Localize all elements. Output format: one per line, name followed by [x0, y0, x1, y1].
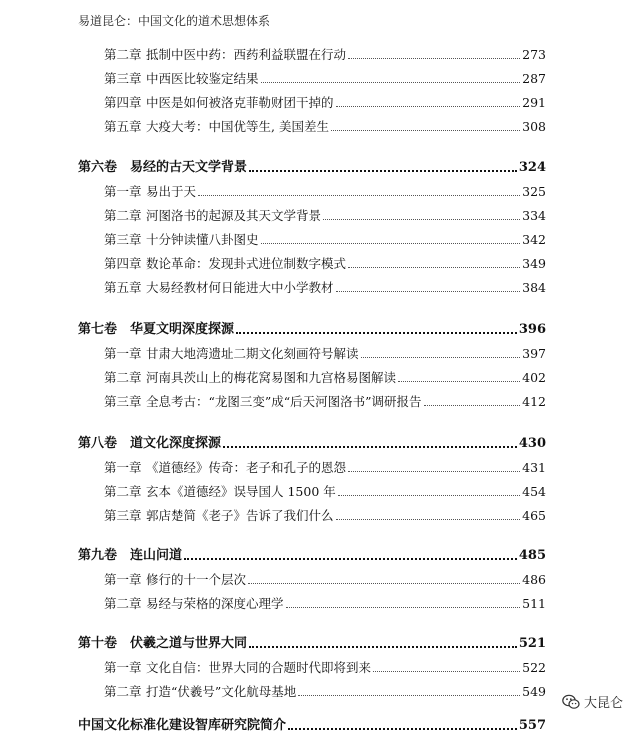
volume-title: 道文化深度探源 — [130, 436, 222, 451]
toc-chapter-row — [104, 592, 546, 612]
page-number: 287 — [522, 71, 546, 86]
toc-chapter-row — [104, 366, 546, 386]
dot-leader — [261, 82, 521, 83]
toc-chapter-row — [104, 342, 546, 362]
chapter-title: 玄本《道德经》误导国人 1500 年 — [146, 484, 336, 499]
chapter-title: 中医是如何被洛克菲勒财团干掉的 — [146, 95, 334, 110]
page-number: 549 — [522, 684, 546, 699]
volume-title: 易经的古天文学背景 — [130, 160, 248, 175]
toc-chapter-row — [104, 504, 546, 524]
chapter-title: 《道德经》传奇：老子和孔子的恩怨 — [146, 460, 347, 475]
dot-leader — [348, 267, 520, 268]
chapter-number: 第一章 — [104, 346, 142, 361]
dot-leader — [424, 405, 521, 406]
dot-leader — [336, 291, 521, 292]
toc-entry-label — [78, 548, 182, 564]
page-number: 465 — [522, 508, 546, 523]
volume-title: 连山问道 — [130, 548, 183, 563]
chapter-number: 第一章 — [104, 572, 142, 587]
dot-leader — [373, 671, 520, 672]
toc-chapter-row — [104, 680, 546, 700]
volume-title: 中国文化标准化建设智库研究院简介 — [78, 718, 287, 733]
page-number: 397 — [522, 346, 546, 361]
toc-entry-label — [104, 232, 259, 248]
toc-entry-label — [104, 660, 371, 676]
toc-entry-label — [104, 596, 284, 612]
toc-chapter-row — [104, 480, 546, 500]
chapter-title: 河图洛书的起源及其天文学背景 — [146, 208, 322, 223]
chapter-title: 大易经教材何日能进大中小学教材 — [146, 280, 334, 295]
page-number: 342 — [522, 232, 546, 247]
dot-leader — [298, 695, 520, 696]
chapter-number: 第二章 — [104, 484, 142, 499]
toc-entry-label — [104, 95, 334, 111]
toc-entry-label — [78, 636, 247, 652]
dot-leader — [348, 471, 520, 472]
toc-entry-label — [78, 322, 234, 338]
toc-entry-label — [104, 508, 334, 524]
page-number: 308 — [522, 119, 546, 134]
page-number: 273 — [522, 47, 546, 62]
volume-number: 第八卷 — [78, 436, 118, 451]
toc-entry-label — [104, 280, 334, 296]
toc-volume-row — [78, 156, 546, 176]
chapter-number: 第二章 — [104, 596, 142, 611]
chapter-title: 文化自信：世界大同的合题时代即将到来 — [146, 660, 372, 675]
chapter-number: 第四章 — [104, 256, 142, 271]
dot-leader — [336, 106, 521, 107]
dot-leader — [261, 243, 521, 244]
chapter-number: 第一章 — [104, 460, 142, 475]
page-number: 291 — [522, 95, 546, 110]
dot-leader — [361, 357, 521, 358]
toc-entry-label — [104, 572, 246, 588]
toc-chapter-row — [104, 115, 546, 135]
chapter-number: 第一章 — [104, 184, 142, 199]
toc-entry-label — [104, 346, 359, 362]
page-number: 430 — [518, 436, 546, 451]
dot-leader — [336, 519, 521, 520]
dot-leader — [184, 558, 517, 560]
chapter-title: 甘肃大地湾遗址二期文化刻画符号解读 — [146, 346, 359, 361]
toc-volume-row — [78, 632, 546, 652]
dot-leader — [249, 646, 517, 648]
page-number: 396 — [518, 322, 546, 337]
dot-leader — [286, 607, 521, 608]
page-number: 521 — [518, 636, 546, 651]
volume-number: 第十卷 — [78, 636, 118, 651]
toc-chapter-row — [104, 276, 546, 296]
page-number: 349 — [522, 256, 546, 271]
chapter-title: 修行的十一个层次 — [146, 572, 247, 587]
toc-chapter-row — [104, 656, 546, 676]
toc-entry-label — [104, 184, 196, 200]
chapter-number: 第二章 — [104, 370, 142, 385]
chapter-number: 第三章 — [104, 508, 142, 523]
page-number: 412 — [522, 394, 546, 409]
toc-chapter-row — [104, 252, 546, 272]
page-number: 334 — [522, 208, 546, 223]
toc-volume-row — [78, 714, 546, 734]
dot-leader — [288, 728, 517, 730]
dot-leader — [248, 583, 520, 584]
chapter-title: 抵制中医中药：西药利益联盟在行动 — [146, 47, 347, 62]
toc-entry-label — [104, 370, 396, 386]
watermark-text: 大昆仑 — [583, 696, 623, 711]
dot-leader — [223, 446, 517, 448]
toc-entry-label — [78, 436, 221, 452]
volume-number: 第七卷 — [78, 322, 118, 337]
volume-title: 华夏文明深度探源 — [130, 322, 235, 337]
chapter-title: 数论革命：发现卦式进位制数字模式 — [146, 256, 347, 271]
page-number: 511 — [522, 596, 546, 611]
chapter-title: 十分钟读懂八卦图史 — [146, 232, 259, 247]
chapter-title: 河南具茨山上的梅花窝易图和九宫格易图解读 — [146, 370, 397, 385]
chapter-title: 易出于天 — [146, 184, 197, 199]
chapter-title: 易经与荣格的深度心理学 — [146, 596, 284, 611]
chapter-title: 大疫大考：中国优等生, 美国差生 — [146, 119, 329, 134]
chapter-title: 全息考古：“龙图三变”成“后天河图洛书”调研报告 — [146, 394, 422, 409]
dot-leader — [249, 170, 517, 172]
dot-leader — [398, 381, 520, 382]
chapter-title: 郭店楚简《老子》告诉了我们什么 — [146, 508, 334, 523]
dot-leader — [323, 219, 520, 220]
toc-chapter-row — [104, 456, 546, 476]
toc-entry-label — [78, 160, 247, 176]
toc-entry-label — [104, 47, 346, 63]
chapter-number: 第二章 — [104, 684, 142, 699]
dot-leader — [236, 332, 517, 334]
chapter-number: 第四章 — [104, 95, 142, 110]
page-number: 454 — [522, 484, 546, 499]
page-number: 485 — [518, 548, 546, 563]
page-number: 522 — [522, 660, 546, 675]
toc-chapter-row — [104, 43, 546, 63]
toc-chapter-row — [104, 67, 546, 87]
toc-chapter-row — [104, 228, 546, 248]
dot-leader — [198, 195, 520, 196]
page-header: 易道昆仑：中国文化的道术思想体系 — [78, 14, 271, 28]
page-number: 431 — [522, 460, 546, 475]
volume-title: 伏羲之道与世界大同 — [130, 636, 248, 651]
dot-leader — [338, 495, 520, 496]
chapter-title: 中西医比较鉴定结果 — [146, 71, 259, 86]
chapter-title: 打造“伏羲号”文化航母基地 — [146, 684, 297, 699]
dot-leader — [348, 58, 520, 59]
chapter-number: 第二章 — [104, 47, 142, 62]
toc-entry-label — [104, 684, 296, 700]
toc-volume-row — [78, 318, 546, 338]
toc-chapter-row — [104, 180, 546, 200]
toc-chapter-row — [104, 91, 546, 111]
toc-chapter-row — [104, 568, 546, 588]
page-number: 486 — [522, 572, 546, 587]
toc-entry-label — [104, 71, 259, 87]
watermark — [562, 692, 623, 711]
toc-chapter-row — [104, 390, 546, 410]
chapter-number: 第三章 — [104, 394, 142, 409]
toc-volume-row — [78, 432, 546, 452]
toc-entry-label — [104, 460, 346, 476]
toc-entry-label — [104, 484, 336, 500]
dot-leader — [331, 130, 520, 131]
page-number: 402 — [522, 370, 546, 385]
page-number: 384 — [522, 280, 546, 295]
chapter-number: 第五章 — [104, 280, 142, 295]
wechat-icon — [562, 694, 580, 710]
toc-chapter-row — [104, 204, 546, 224]
toc-entry-label — [104, 256, 346, 272]
page-number: 324 — [518, 160, 546, 175]
toc-volume-row — [78, 544, 546, 564]
chapter-number: 第三章 — [104, 232, 142, 247]
chapter-number: 第一章 — [104, 660, 142, 675]
toc-entry-label — [104, 394, 422, 410]
volume-number: 第九卷 — [78, 548, 118, 563]
page-number: 325 — [522, 184, 546, 199]
chapter-number: 第二章 — [104, 208, 142, 223]
toc-entry-label — [104, 208, 321, 224]
volume-number: 第六卷 — [78, 160, 118, 175]
chapter-number: 第五章 — [104, 119, 142, 134]
page-number: 557 — [518, 718, 546, 733]
chapter-number: 第三章 — [104, 71, 142, 86]
toc-entry-label — [104, 119, 329, 135]
